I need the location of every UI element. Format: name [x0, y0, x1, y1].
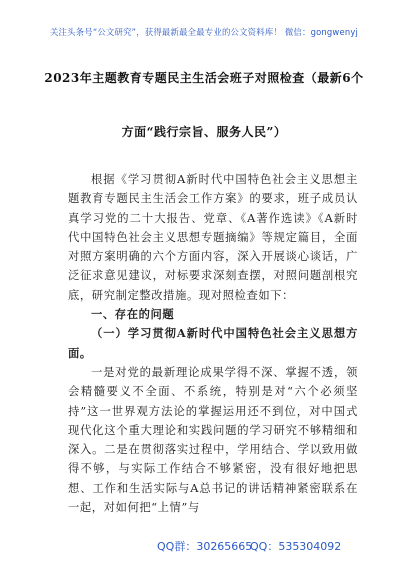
- section-heading: 一、存在的问题: [91, 307, 175, 322]
- body-paragraph: 一是对党的最新理论成果学得不深、掌握不透，领会精髓要义不全面、不系统，特别是对“六个必须坚持”这一世界观方法论的掌握运用还不到位，对中国式现代化这个重大理论和实践问题的学习研究不够精细和深入。二是在贯彻落实过程中，学用结合、学以致用做得不够，与实际工作结合不够紧密，没有很好地把思想、工作和生活实际与A总书记的讲话精神紧密联系在一起，对如何把“上情”与: [68, 365, 358, 515]
- document-body: [68, 170, 358, 517]
- intro-paragraph: 根据《学习贯彻A新时代中国特色社会主义思想主题教育专题民主生活会工作方案》的要求，班子成员认真学习党的二十大报告、党章、《A著作选读》《A新时代中国特色社会主义思想专题摘编》等规定篇目，全面对照方案明确的六个方面内容，深入开展谈心谈话，广泛征求意见建议，对标要求深刻查摆，对照问题剖根究底，研究制定整改措施。现对照检查如下：: [68, 173, 358, 302]
- document-title-line2: 方面“践行宗旨、服务人民”）: [121, 125, 287, 139]
- document-title-line1: 2023年主题教育专题民主生活会班子对照检查（最新6个: [44, 71, 364, 85]
- subsection-heading: （一）学习贯彻A新时代中国特色社会主义思想方面。: [68, 326, 358, 360]
- page-header-promo: 关注头条号“公文研究”，获得最新最全最专业的公文资料库！ 微信：gongwenyj: [49, 27, 359, 37]
- footer-qq-contact: QQ：535304092: [250, 540, 342, 553]
- footer-qq-group: QQ群：30265665: [157, 540, 253, 553]
